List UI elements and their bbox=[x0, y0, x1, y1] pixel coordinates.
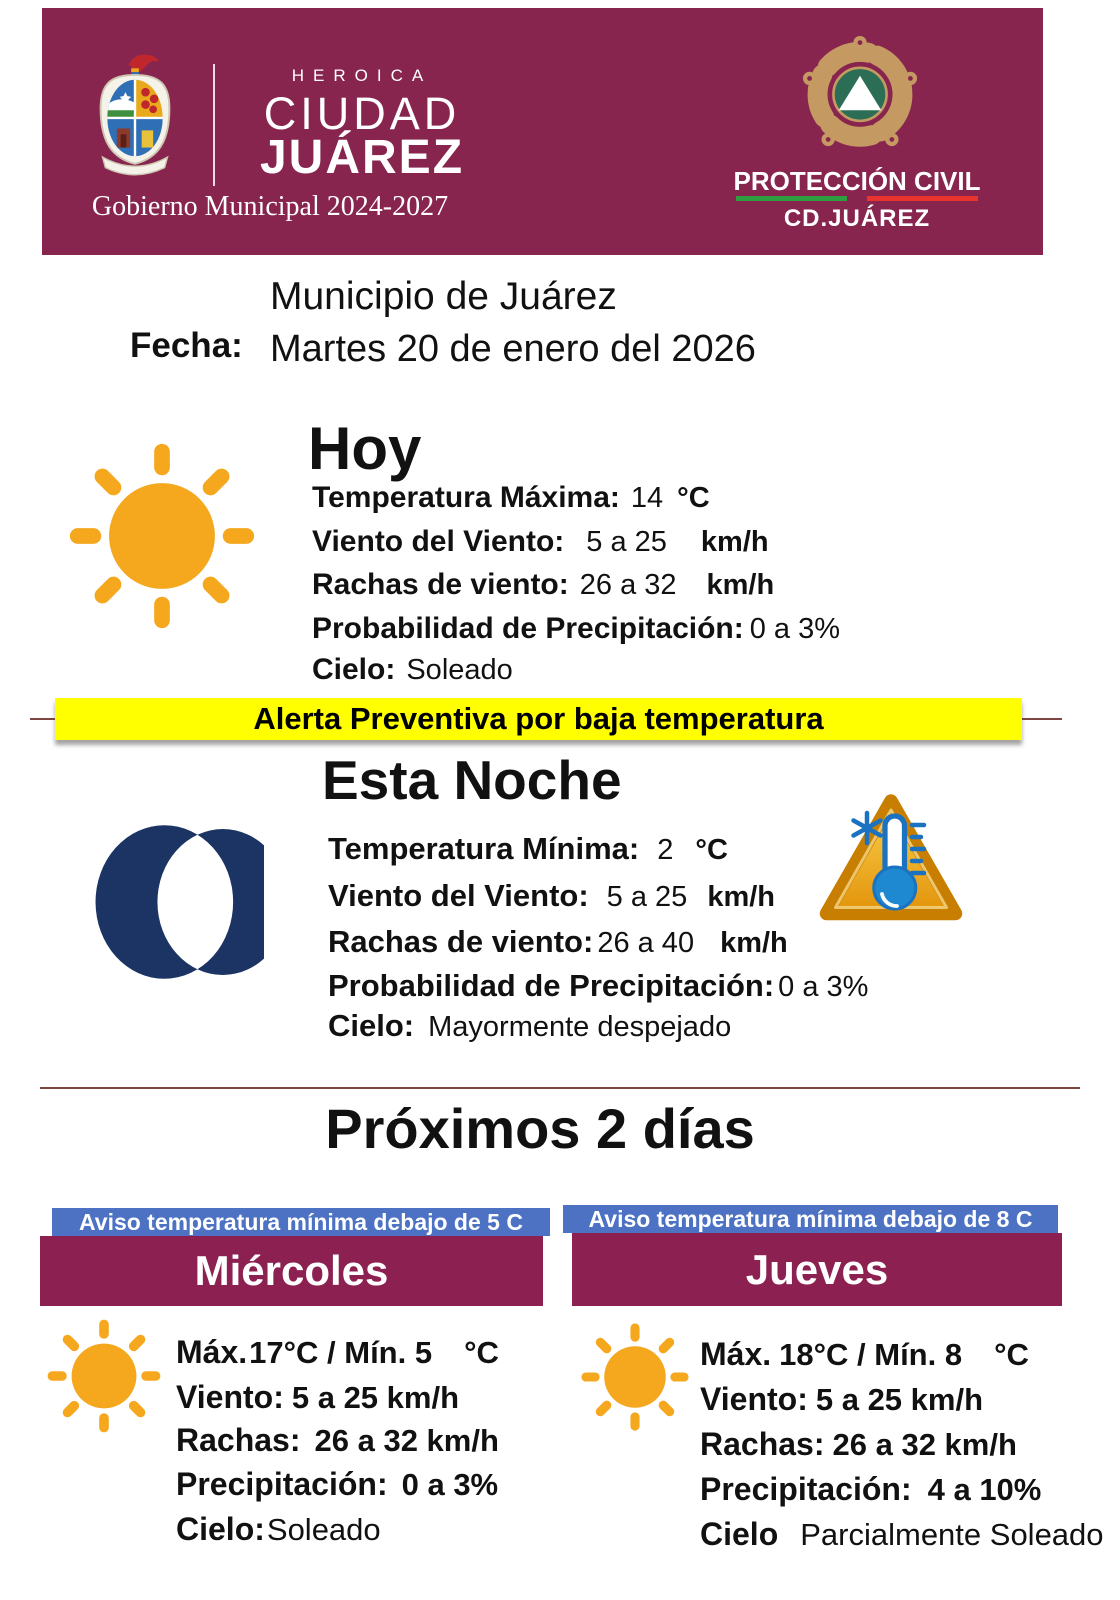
today-row-temp-max bbox=[312, 481, 710, 515]
row-value: 5 a 25 km/h bbox=[291, 1380, 460, 1415]
row-label: Precipitación: bbox=[700, 1471, 912, 1507]
row-label: Cielo: bbox=[312, 653, 396, 686]
wed-row-precip bbox=[176, 1466, 498, 1503]
row-unit: km/h bbox=[707, 881, 775, 913]
row-unit: °C bbox=[464, 1335, 499, 1370]
row-label: Máx. bbox=[700, 1336, 772, 1372]
tonight-row-wind bbox=[328, 878, 775, 914]
pc-title: PROTECCIÓN CIVIL bbox=[733, 166, 981, 196]
day-header-wednesday bbox=[40, 1236, 543, 1306]
row-value: 26 a 32 km/h bbox=[832, 1427, 1017, 1462]
notice-banner-thursday bbox=[563, 1205, 1058, 1233]
row-label: Máx. bbox=[176, 1334, 248, 1370]
row-unit: °C bbox=[677, 482, 710, 514]
row-value: Mayormente despejado bbox=[428, 1011, 732, 1043]
row-value: Parcialmente Soleado bbox=[800, 1517, 1104, 1552]
day-name: Miércoles bbox=[194, 1247, 389, 1294]
row-value: 0 a 3% bbox=[401, 1467, 499, 1502]
row-label: Precipitación: bbox=[176, 1466, 388, 1502]
row-label: Temperatura Mínima: bbox=[328, 831, 640, 866]
heroica-text: HEROICA bbox=[291, 66, 433, 85]
row-label: Cielo: bbox=[328, 1008, 415, 1043]
today-row-precip bbox=[312, 612, 840, 646]
flag-underline bbox=[736, 196, 978, 201]
government-subtitle: Gobierno Municipal 2024-2027 bbox=[91, 191, 449, 222]
flag-red-segment bbox=[867, 196, 978, 201]
sun-icon bbox=[44, 1316, 164, 1436]
row-label: Probabilidad de Precipitación: bbox=[328, 968, 775, 1003]
row-label: Viento del Viento: bbox=[312, 525, 565, 558]
pc-city: CD.JUÁREZ bbox=[783, 205, 931, 232]
row-value: 26 a 32 bbox=[579, 569, 677, 601]
row-value: 14 bbox=[630, 482, 664, 514]
cold-alert-text: Alerta Preventiva por baja temperatura bbox=[253, 701, 824, 736]
forecast-title: Próximos 2 días bbox=[325, 1097, 755, 1160]
today-title: Hoy bbox=[308, 415, 422, 482]
row-value: 2 bbox=[657, 834, 674, 866]
row-value: 5 a 25 bbox=[606, 881, 688, 913]
row-value: 4 a 10% bbox=[927, 1472, 1042, 1507]
thu-row-precip bbox=[700, 1471, 1041, 1508]
moon-icon bbox=[92, 806, 264, 998]
row-label: Viento del Viento: bbox=[328, 878, 589, 913]
sun-icon bbox=[578, 1320, 692, 1434]
coat-of-arms bbox=[92, 50, 178, 184]
row-unit: km/h bbox=[700, 526, 769, 558]
flag-green-segment bbox=[736, 196, 847, 201]
proteccion-civil-emblem bbox=[787, 30, 933, 164]
municipality-title: Municipio de Juárez bbox=[270, 275, 617, 318]
thu-row-sky bbox=[700, 1516, 1104, 1553]
row-unit: km/h bbox=[706, 569, 775, 601]
row-label: Viento: bbox=[176, 1379, 284, 1415]
juarez-text: JUÁREZ bbox=[259, 131, 465, 184]
section-divider bbox=[40, 1087, 1080, 1089]
row-label: Temperatura Máxima: bbox=[312, 481, 620, 514]
cold-alert-banner bbox=[55, 698, 1022, 740]
row-value: 5 a 25 bbox=[586, 526, 667, 558]
wed-row-maxmin bbox=[176, 1334, 499, 1371]
header-banner bbox=[42, 8, 1043, 255]
ciudad-text: CIUDAD bbox=[263, 88, 461, 139]
today-row-wind bbox=[312, 525, 769, 559]
row-value: 5 a 25 km/h bbox=[815, 1382, 984, 1417]
sun-icon bbox=[64, 438, 260, 634]
notice-text: Aviso temperatura mínima debajo de 5 C bbox=[79, 1208, 523, 1235]
row-label: Cielo bbox=[700, 1516, 779, 1552]
row-label: Probabilidad de Precipitación: bbox=[312, 612, 744, 645]
day-header-thursday bbox=[572, 1233, 1062, 1306]
notice-text: Aviso temperatura mínima debajo de 8 C bbox=[588, 1205, 1033, 1232]
tonight-row-sky bbox=[328, 1008, 731, 1044]
today-row-sky bbox=[312, 653, 513, 687]
row-label: Rachas: bbox=[176, 1422, 301, 1458]
cold-warning-icon bbox=[816, 786, 966, 936]
header-divider bbox=[213, 64, 215, 186]
wed-row-wind bbox=[176, 1379, 459, 1416]
tonight-row-temp-min bbox=[328, 831, 728, 867]
row-value: 18°C / Mín. 8 bbox=[779, 1337, 963, 1372]
today-row-gusts bbox=[312, 568, 774, 602]
row-label: Rachas de viento: bbox=[328, 924, 594, 959]
tonight-row-precip bbox=[328, 968, 868, 1004]
row-label: Viento: bbox=[700, 1381, 808, 1417]
row-unit: °C bbox=[695, 834, 728, 866]
row-value: 0 a 3% bbox=[749, 613, 841, 645]
thu-row-gusts bbox=[700, 1426, 1017, 1463]
row-label: Rachas de viento: bbox=[312, 568, 569, 601]
day-name: Jueves bbox=[745, 1245, 889, 1293]
thu-row-wind bbox=[700, 1381, 983, 1418]
wed-row-gusts bbox=[176, 1422, 499, 1459]
tonight-row-gusts bbox=[328, 924, 788, 960]
row-value: 26 a 32 km/h bbox=[314, 1423, 499, 1458]
wed-row-sky bbox=[176, 1511, 381, 1548]
row-label: Cielo: bbox=[176, 1511, 265, 1547]
notice-banner-wednesday bbox=[52, 1208, 550, 1236]
row-unit: °C bbox=[994, 1337, 1029, 1372]
row-value: Soleado bbox=[266, 1512, 381, 1547]
row-value: 26 a 40 bbox=[597, 927, 695, 959]
row-unit: km/h bbox=[720, 927, 788, 959]
row-value: 17°C / Mín. 5 bbox=[249, 1335, 433, 1370]
date-value: Martes 20 de enero del 2026 bbox=[270, 328, 756, 370]
row-value: 0 a 3% bbox=[778, 971, 869, 1003]
date-label: Fecha: bbox=[130, 326, 243, 365]
row-value: Soleado bbox=[406, 654, 513, 686]
thu-row-maxmin bbox=[700, 1336, 1029, 1373]
row-label: Rachas: bbox=[700, 1426, 825, 1462]
tonight-title: Esta Noche bbox=[322, 749, 622, 811]
